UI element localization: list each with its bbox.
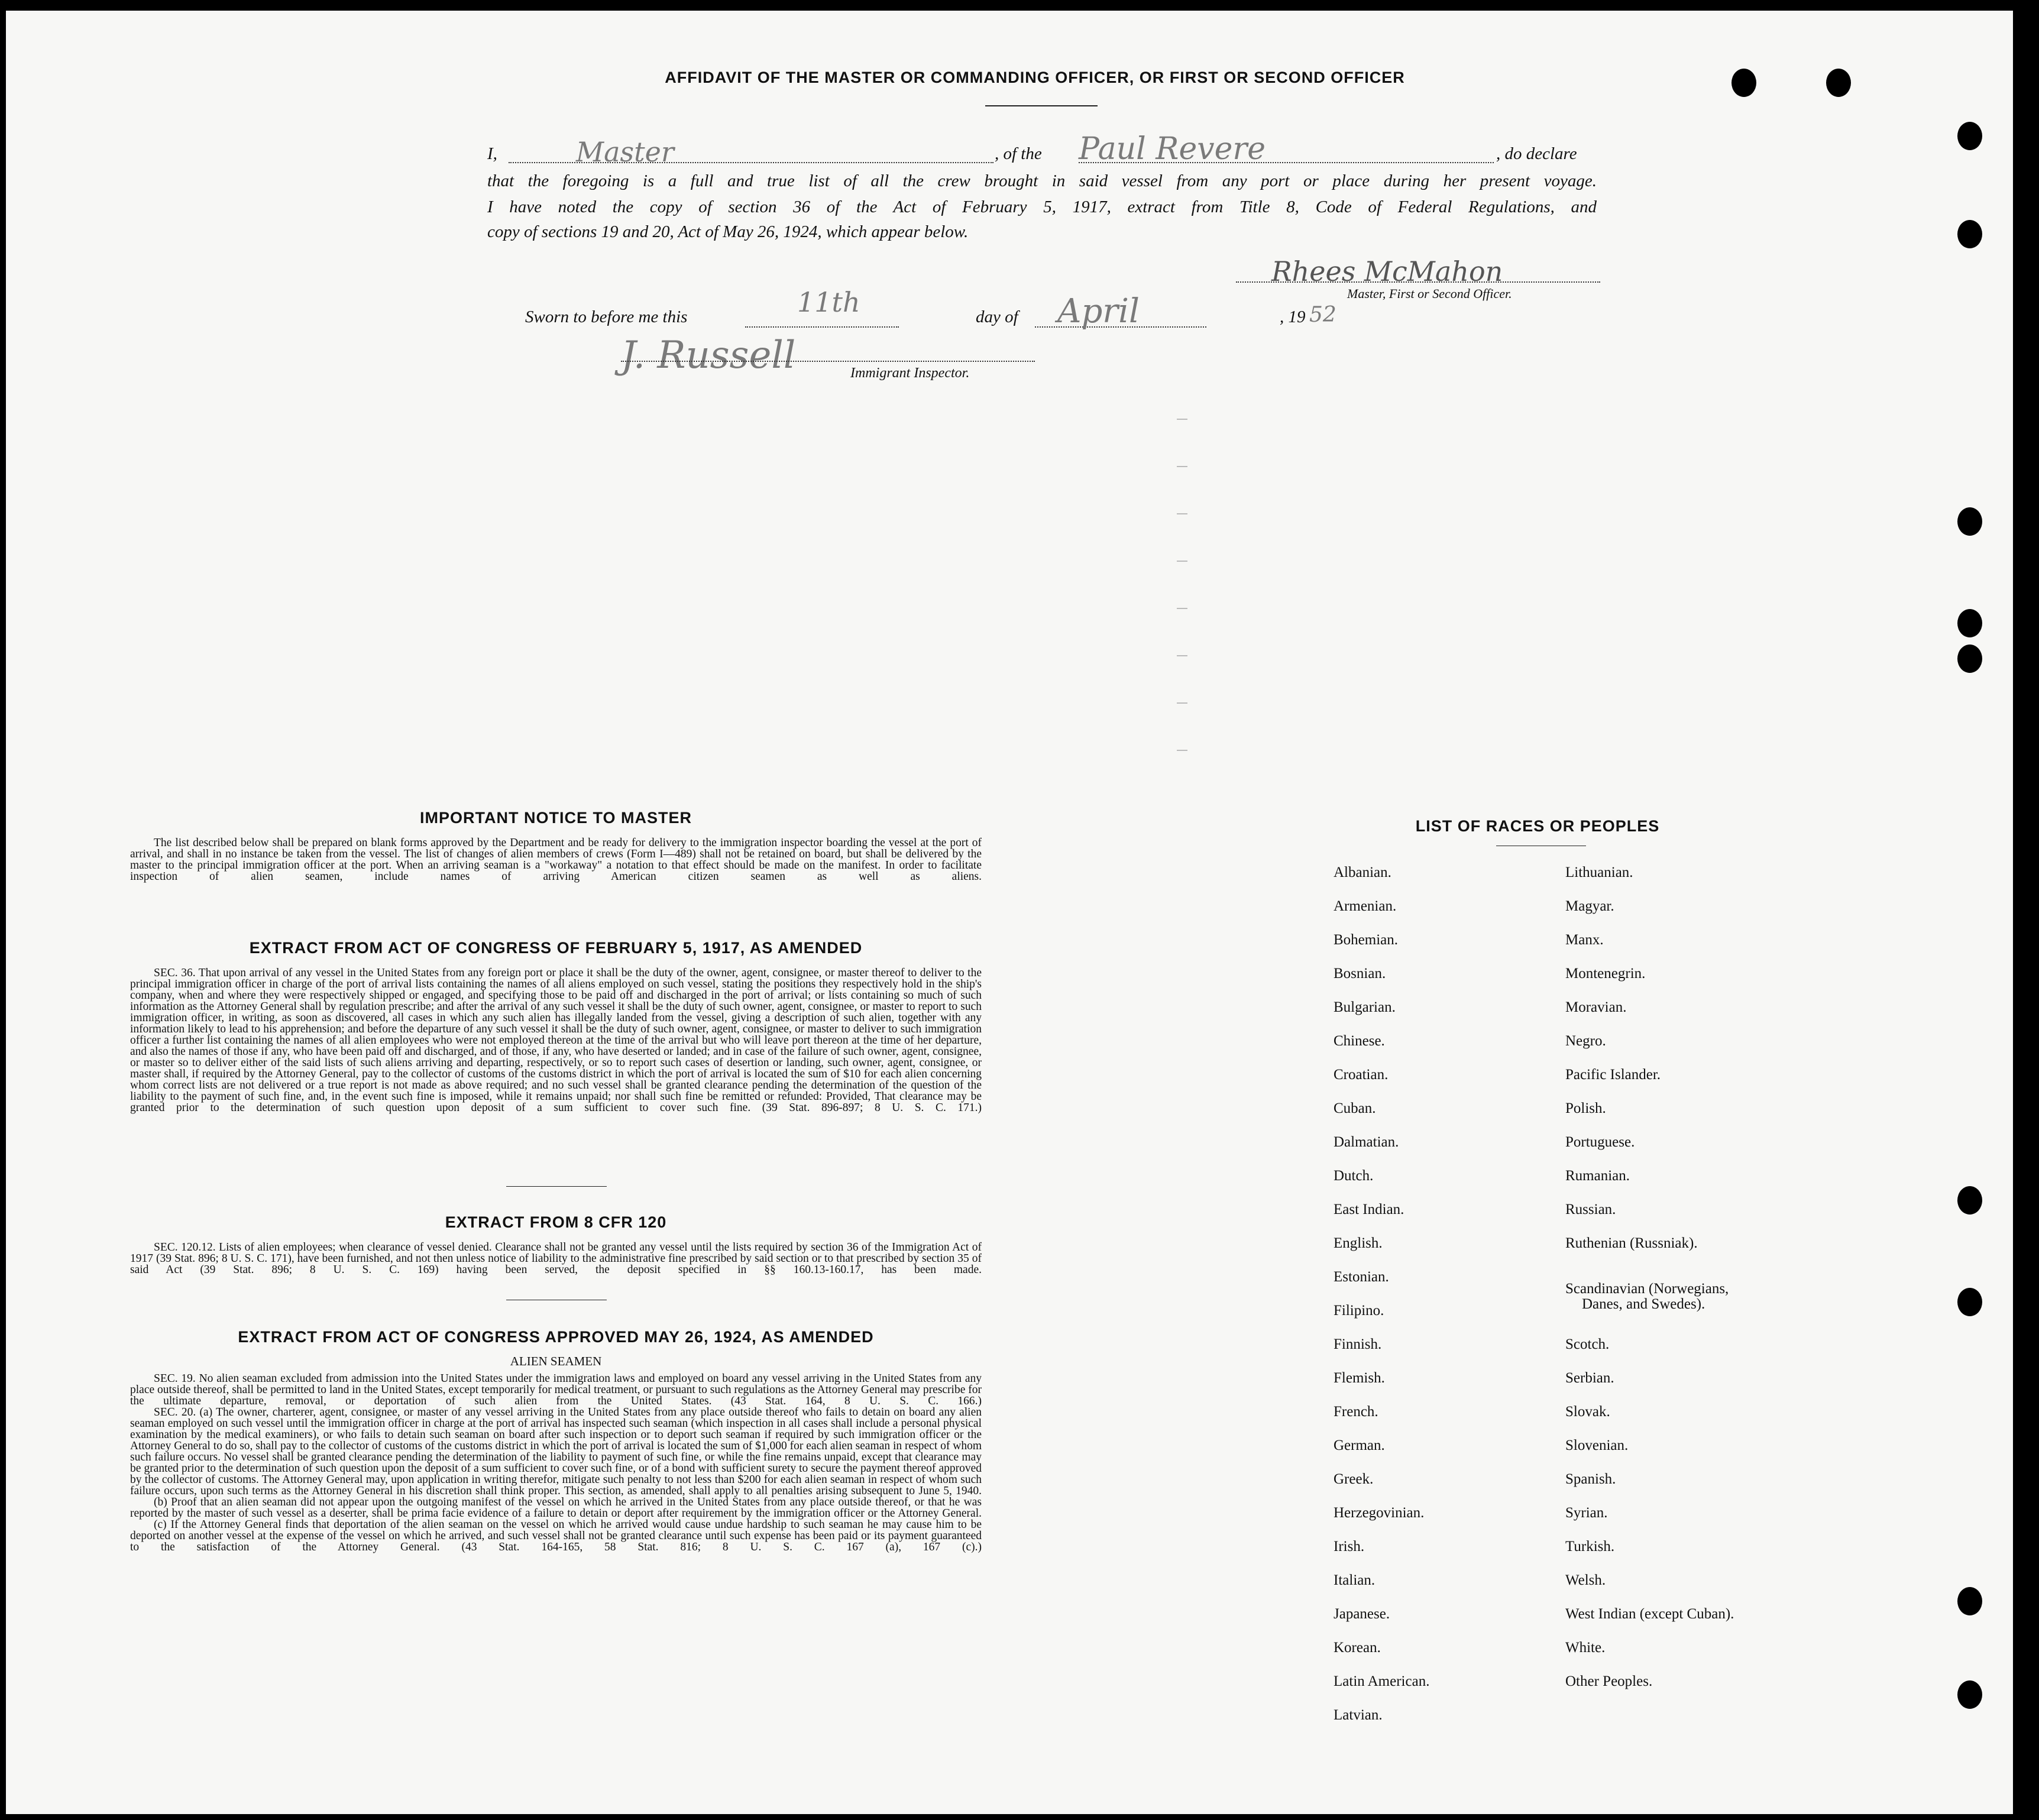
race-item: Portuguese.: [1565, 1134, 1635, 1150]
master-handwritten: Master: [576, 136, 674, 168]
affidavit-line3: I have noted the copy of section 36 of the Act of February 5, 1917, extract from Title 8, Code of Federal Regulations, and: [487, 197, 1597, 216]
race-item: German.: [1334, 1437, 1385, 1453]
race-item: Latvian.: [1334, 1707, 1383, 1723]
race-item: Other Peoples.: [1565, 1673, 1653, 1689]
race-item: Flemish.: [1334, 1370, 1385, 1386]
notice-text: [130, 837, 982, 882]
sec-20b-paragraph: (b) Proof that an alien seaman did not appear upon the outgoing manifest of the vessel on which he arrived in the United States from any place outside thereof, or that he was reported by the master of such vessel as a deserter, shall be prima facie evidence of a failure to detain or deport after requirement by the immigration officer or the Attorney General.: [130, 1496, 982, 1520]
punch-hole: [1957, 1186, 1982, 1215]
year-handwritten: 52: [1309, 303, 1336, 327]
extract-1917-text: [130, 967, 982, 1113]
race-item: West Indian (except Cuban).: [1565, 1606, 1734, 1622]
affidavit-title-rule: [985, 105, 1098, 106]
race-item: English.: [1334, 1235, 1383, 1251]
punch-hole: [1731, 69, 1756, 97]
punch-hole: [1957, 507, 1982, 536]
race-item: Moravian.: [1565, 999, 1627, 1015]
punch-hole: [1957, 1587, 1982, 1615]
race-item: Bulgarian.: [1334, 999, 1396, 1015]
notice-paragraph: The list described below shall be prepared on blank forms approved by the Department and be ready for delivery to the immigration inspector boarding the vessel at the port of arrival, and shall in no instance be taken from the vessel. The list of changes of alien members of crews (Form I—489) shall not be retained on board, but shall be delivered by the master to the principal immigration officer at the port. When an arriving seaman is a "workaway" a notation to that effect should be made on the manifest. In order to facilitate inspection of alien seamen, include names of arriving American citizen seamen as well as aliens.: [130, 837, 982, 883]
sec-36-paragraph: SEC. 36. That upon arrival of any vessel in the United States from any foreign port or place it shall be the duty of the owner, agent, consignee, or master thereof to deliver to the principal immigration officer in charge of the port of arrival lists containing the names of all aliens employed on such vessel, stating the positions they respectively hold in the ship's company, when and where they were respectively shipped or engaged, and specifying those to be paid off and discharged in the port of arrival; or lists containing so much of such information as the Attorney General shall by regulation prescribe; and after the arrival of any such vessel it shall be the duty of such owner, agent, consignee, or master to report to such immigration officer, in writing, as soon as discovered, all cases in which any such alien has illegally landed from the vessel, giving a description of such alien, together with any information likely to lead to his apprehension; and before the departure of any such vessel it shall be the duty of such owner, agent, consignee, or master to deliver to such immigration officer a further list containing the names of all alien employees who were not employed thereon at the time of the arrival but who will leave port thereon at the time of her departure, and also the names of those if any, who have been paid off and discharged, and of those, if any, who have deserted or landed; and in case of the failure of such owner, agent, consignee, or master so to deliver either of the said lists of such aliens arriving and departing, respectively, or so to report such cases of desertion or landing, such owner, agent, consignee, or master shall, if required by the Attorney General, pay to the collector of customs of the customs district in which the port of arrival is located the sum of $10 for each alien concerning whom correct lists are not delivered or a true report is not made as above required; and no such vessel shall be granted clearance pending the determination of the question of the liability to the payment of such fine, and, in the event such fine is imposed, while it remains unpaid; nor shall such fine be remitted or refunded: Provided, That clearance may be granted prior to the determination of such question upon deposit of a sum sufficient to cover such fine. (39 Stat. 896-897; 8 U. S. C. 171.): [130, 967, 982, 1114]
race-item: Polish.: [1565, 1100, 1606, 1116]
extract-1924-text: [130, 1373, 982, 1553]
race-item: Herzegovinian.: [1334, 1505, 1425, 1521]
race-item: Dalmatian.: [1334, 1134, 1399, 1150]
race-item: Italian.: [1334, 1572, 1375, 1588]
race-item: Danes, and Swedes).: [1582, 1296, 1705, 1312]
race-item: East Indian.: [1334, 1202, 1404, 1217]
of-the-label: , of the: [995, 144, 1042, 163]
notice-title: IMPORTANT NOTICE TO MASTER: [420, 809, 692, 827]
year-prefix: , 19: [1280, 307, 1306, 326]
race-item: Irish.: [1334, 1539, 1365, 1555]
race-item: Estonian.: [1334, 1269, 1389, 1285]
race-item: Albanian.: [1334, 864, 1391, 880]
master-signature: Rhees McMahon: [1271, 255, 1503, 287]
i-label: I,: [487, 144, 497, 163]
race-item: Slovenian.: [1565, 1437, 1629, 1453]
race-item: Magyar.: [1565, 898, 1614, 914]
punch-hole: [1957, 1680, 1982, 1709]
race-item: Korean.: [1334, 1640, 1381, 1656]
document-page: [6, 11, 2013, 1814]
race-item: White.: [1565, 1640, 1606, 1656]
race-item: Chinese.: [1334, 1033, 1385, 1049]
race-item: Syrian.: [1565, 1505, 1608, 1521]
race-item: Montenegrin.: [1565, 966, 1646, 982]
master-caption: Master, First or Second Officer.: [1347, 286, 1512, 301]
extract-1924-title: EXTRACT FROM ACT OF CONGRESS APPROVED MAY 26, 1924, AS AMENDED: [238, 1328, 874, 1346]
race-item: Armenian.: [1334, 898, 1397, 914]
race-item: Latin American.: [1334, 1673, 1430, 1689]
sworn-label: Sworn to before me this: [525, 307, 688, 326]
race-item: Finnish.: [1334, 1336, 1382, 1352]
race-item: Scotch.: [1565, 1336, 1610, 1352]
affidavit-line1: [487, 131, 1597, 170]
extract-cfr-title: EXTRACT FROM 8 CFR 120: [445, 1213, 667, 1231]
affidavit-line2: that the foregoing is a full and true list of all the crew brought in said vessel from any port or place during her present voyage.: [487, 171, 1597, 190]
race-item: Rumanian.: [1565, 1168, 1630, 1184]
races-title: LIST OF RACES OR PEOPLES: [1415, 817, 1660, 835]
alien-seamen-subtitle: ALIEN SEAMEN: [510, 1354, 602, 1368]
race-item: Croatian.: [1334, 1067, 1389, 1083]
race-item: Turkish.: [1565, 1539, 1615, 1555]
race-item: Negro.: [1565, 1033, 1606, 1049]
race-item: Bosnian.: [1334, 966, 1386, 982]
day-handwritten: 11th: [797, 286, 860, 318]
punch-hole: [1957, 645, 1982, 673]
extract-cfr-text: [130, 1242, 982, 1275]
race-item: Lithuanian.: [1565, 864, 1633, 880]
race-item: Manx.: [1565, 932, 1604, 948]
race-item: Filipino.: [1334, 1303, 1384, 1319]
sec-20a-paragraph: SEC. 20. (a) The owner, charterer, agent, consignee, or master of any vessel arriving in the United States from any place outside thereof who fails to detain on board any alien seaman employed on such vessel until the immigration officer in charge at the port of arrival has inspected such seaman (which inspection in all cases shall include a personal physical examination by the medical examiners), or who fails to detain such seaman on board after such inspection or to deport such seaman if required by such immigration officer or the Attorney General to do so, shall pay to the collector of customs of the customs district in which the port of arrival is located the sum of $1,000 for each alien seaman in respect of whom such failure occurs. No vessel shall be granted clearance pending the determination of the liability to payment of such fine, or while the fine remains unpaid, except that clearance may be granted prior to the determination of such question upon the deposit of a sum sufficient to cover such fine, or of a bond with sufficient surety to secure the payment thereof approved by the collector of customs. The Attorney General may, upon application in writing therefor, mitigate such penalty to not less than $200 for each alien seaman in respect of whom such failure occurs, upon such terms as the Attorney General in his discretion shall think proper. This section, as amended, shall apply to all penalties arising subsequent to June 5, 1940.: [130, 1406, 982, 1497]
punch-hole: [1826, 69, 1851, 97]
inspector-signature: J. Russell: [621, 333, 796, 377]
race-item: Ruthenian (Russniak).: [1565, 1235, 1698, 1251]
race-item: Slovak.: [1565, 1404, 1610, 1420]
vessel-name-handwritten: Paul Revere: [1079, 131, 1266, 167]
punch-hole: [1957, 1288, 1982, 1316]
race-item: Spanish.: [1565, 1471, 1616, 1487]
sec-120-12-paragraph: SEC. 120.12. Lists of alien employees; when clearance of vessel denied. Clearance shall not be granted any vessel until the lists required by section 36 of the Immigration Act of 1917 (39 Stat. 896; 8 U. S. C. 171), have been furnished, and not then unless notice of liability to the administrative fine prescribed by said section or to that prescribed by section 35 of said Act (39 Stat. 896; 8 U. S. C. 169) having been served, the deposit specified in §§ 160.13-160.17, has been made.: [130, 1241, 982, 1276]
race-item: Bohemian.: [1334, 932, 1399, 948]
race-item: Welsh.: [1565, 1572, 1606, 1588]
race-item: Greek.: [1334, 1471, 1374, 1487]
punch-hole: [1957, 220, 1982, 248]
sec-20c-paragraph: (c) If the Attorney General finds that deportation of the alien seaman on the vessel on which he arrived would cause undue hardship to such seaman he may cause him to be deported on another vessel at the expense of the vessel on which he arrived, and such vessel shall not be granted clearance until such expense has been paid or its payment guaranteed to the satisfaction of the Attorney General. (43 Stat. 164-165, 58 Stat. 816; 8 U. S. C. 167 (a), 167 (c).): [130, 1518, 982, 1553]
inspector-caption: Immigrant Inspector.: [850, 365, 970, 381]
affidavit-line4: copy of sections 19 and 20, Act of May 26, 1924, which appear below.: [487, 222, 969, 241]
day-of-label: day of: [976, 307, 1018, 326]
affidavit-title: AFFIDAVIT OF THE MASTER OR COMMANDING OFFICER, OR FIRST OR SECOND OFFICER: [665, 69, 1405, 86]
race-item: French.: [1334, 1404, 1378, 1420]
race-item: Japanese.: [1334, 1606, 1390, 1622]
race-item: Cuban.: [1334, 1100, 1376, 1116]
do-declare-label: , do declare: [1496, 144, 1577, 163]
race-item: Russian.: [1565, 1202, 1616, 1217]
month-handwritten: April: [1057, 292, 1140, 331]
sec-19-paragraph: SEC. 19. No alien seaman excluded from admission into the United States under the immigration laws and employed on board any vessel arriving in the United States from any place outside thereof, shall be permitted to land in the United States, except temporarily for medical treatment, or pursuant to such regulations as the Attorney General may prescribe for the ultimate departure, removal, or deportation of such alien from the United States. (43 Stat. 164, 8 U. S. C. 166.): [130, 1372, 982, 1407]
race-item: Serbian.: [1565, 1370, 1614, 1386]
race-item: Dutch.: [1334, 1168, 1374, 1184]
race-item: Scandinavian (Norwegians,: [1565, 1281, 1729, 1297]
sworn-line: [525, 286, 1353, 337]
punch-hole: [1957, 609, 1982, 637]
punch-hole: [1957, 122, 1982, 150]
extract-1917-title: EXTRACT FROM ACT OF CONGRESS OF FEBRUARY 5, 1917, AS AMENDED: [249, 939, 863, 957]
race-item: Pacific Islander.: [1565, 1067, 1661, 1083]
